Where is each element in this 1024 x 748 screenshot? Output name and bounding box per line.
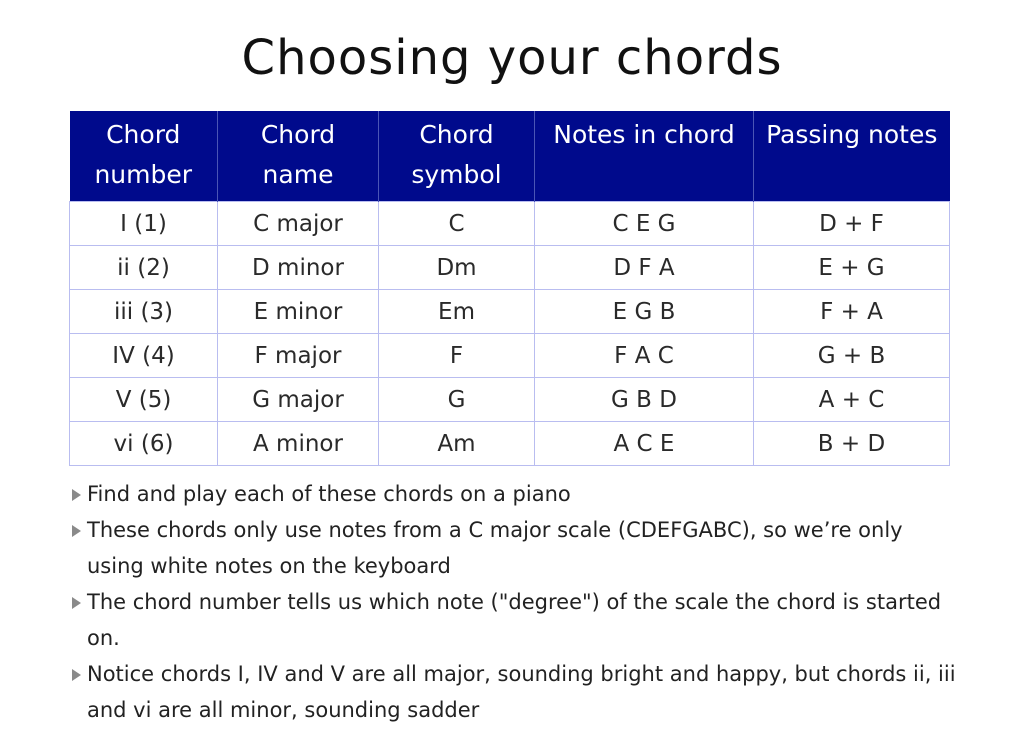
- list-item-text: These chords only use notes from a C major scale (CDEFGABC), so we’re only using white notes on the keyboard: [87, 518, 903, 578]
- list-item-text: Notice chords I, IV and V are all major, sounding bright and happy, but chords ii, iii and vi are all minor, sounding sadder: [87, 662, 956, 722]
- cell-notes-in-chord: D F A: [535, 246, 754, 290]
- header-notes-in-chord: Notes in chord: [535, 111, 754, 202]
- cell-chord-symbol: F: [379, 334, 535, 378]
- table-row: [70, 378, 950, 422]
- cell-chord-number: vi (6): [70, 422, 218, 466]
- cell-chord-name: E minor: [218, 290, 379, 334]
- cell-chord-name: G major: [218, 378, 379, 422]
- list-item: [70, 584, 960, 656]
- triangle-bullet-icon: [72, 669, 81, 681]
- cell-passing-notes: B + D: [754, 422, 950, 466]
- page-title: Choosing your chords: [241, 30, 783, 86]
- cell-notes-in-chord: E G B: [535, 290, 754, 334]
- cell-chord-name: A minor: [218, 422, 379, 466]
- header-chord-name: Chord name: [218, 111, 379, 202]
- header-passing-notes: Passing notes: [754, 111, 950, 202]
- list-item: [70, 512, 960, 584]
- table-row: [70, 202, 950, 246]
- notes-list: [70, 476, 960, 728]
- cell-chord-number: V (5): [70, 378, 218, 422]
- cell-chord-name: C major: [218, 202, 379, 246]
- cell-chord-symbol: Em: [379, 290, 535, 334]
- cell-passing-notes: A + C: [754, 378, 950, 422]
- triangle-bullet-icon: [72, 597, 81, 609]
- cell-passing-notes: F + A: [754, 290, 950, 334]
- list-item-text: The chord number tells us which note ("degree") of the scale the chord is started on.: [87, 590, 942, 650]
- cell-chord-name: D minor: [218, 246, 379, 290]
- chords-table: [69, 111, 950, 466]
- table-row: [70, 334, 950, 378]
- cell-passing-notes: E + G: [754, 246, 950, 290]
- cell-chord-name: F major: [218, 334, 379, 378]
- cell-notes-in-chord: F A C: [535, 334, 754, 378]
- cell-chord-number: I (1): [70, 202, 218, 246]
- triangle-bullet-icon: [72, 489, 81, 501]
- header-chord-symbol: Chord symbol: [379, 111, 535, 202]
- table-header-row: [70, 111, 950, 202]
- cell-notes-in-chord: C E G: [535, 202, 754, 246]
- cell-passing-notes: G + B: [754, 334, 950, 378]
- cell-chord-symbol: G: [379, 378, 535, 422]
- list-item: [70, 656, 960, 728]
- list-item: [70, 476, 960, 512]
- cell-notes-in-chord: G B D: [535, 378, 754, 422]
- header-chord-number: Chord number: [70, 111, 218, 202]
- list-item-text: Find and play each of these chords on a piano: [87, 482, 571, 506]
- cell-chord-symbol: Dm: [379, 246, 535, 290]
- cell-chord-number: IV (4): [70, 334, 218, 378]
- cell-passing-notes: D + F: [754, 202, 950, 246]
- table-row: [70, 246, 950, 290]
- cell-chord-number: ii (2): [70, 246, 218, 290]
- table-row: [70, 422, 950, 466]
- table-row: [70, 290, 950, 334]
- cell-chord-number: iii (3): [70, 290, 218, 334]
- cell-chord-symbol: Am: [379, 422, 535, 466]
- cell-notes-in-chord: A C E: [535, 422, 754, 466]
- triangle-bullet-icon: [72, 525, 81, 537]
- cell-chord-symbol: C: [379, 202, 535, 246]
